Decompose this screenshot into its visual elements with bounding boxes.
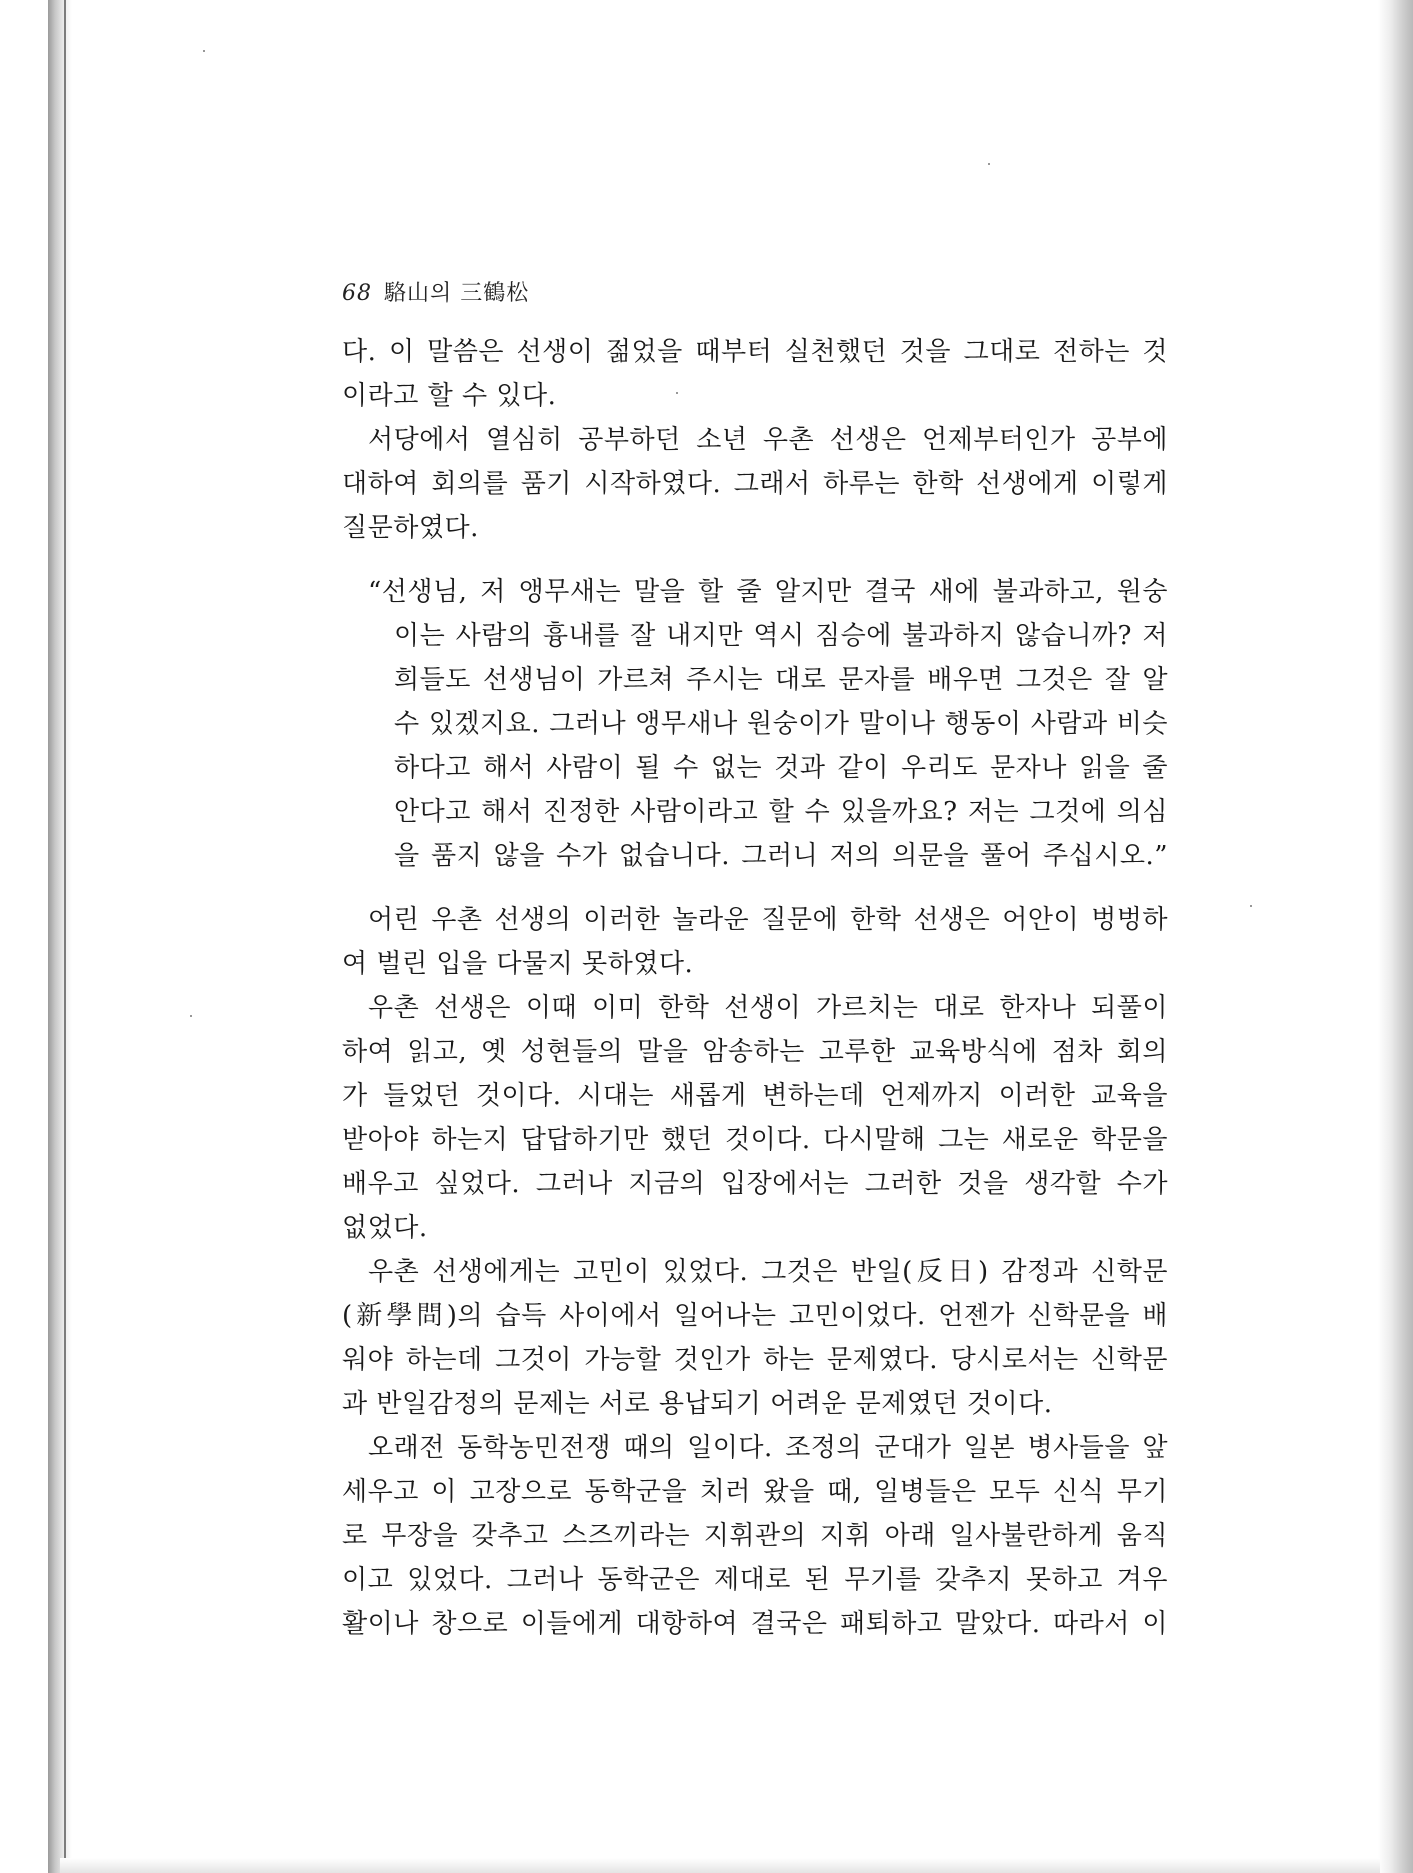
paragraph (342, 418, 1168, 550)
paragraph (342, 330, 1168, 418)
scan-speck (190, 1015, 192, 1017)
text-line: 여 벌린 입을 다물지 못하였다. (342, 949, 694, 979)
text-line: 우촌 선생은 이때 이미 한학 선생이 가르치는 대로 한자나 되풀이 (368, 993, 1168, 1023)
text-line: 오래전 동학농민전쟁 때의 일이다. 조정의 군대가 일본 병사들을 앞 (368, 1433, 1168, 1463)
scan-speck (203, 50, 205, 52)
text-line: 가 들었던 것이다. 시대는 새롭게 변하는데 언제까지 이러한 교육을 (342, 1081, 1168, 1111)
text-line: 질문하였다. (342, 513, 479, 543)
text-line: 다. 이 말씀은 선생이 젊었을 때부터 실천했던 것을 그대로 전하는 것 (342, 337, 1168, 367)
text-line: 로 무장을 갖추고 스즈끼라는 지휘관의 지휘 아래 일사불란하게 움직 (342, 1521, 1168, 1551)
text-line: 과 반일감정의 문제는 서로 용납되기 어려운 문제였던 것이다. (342, 1389, 1053, 1419)
text-line: 어린 우촌 선생의 이러한 놀라운 질문에 한학 선생은 어안이 벙벙하 (368, 905, 1168, 935)
text-line: 배우고 싶었다. 그러나 지금의 입장에서는 그러한 것을 생각할 수가 (342, 1169, 1168, 1199)
scan-speck (1250, 905, 1252, 907)
page-left-shadow (48, 0, 72, 1873)
scan-speck (988, 163, 990, 165)
page-left-edge (64, 0, 66, 1873)
text-line: 대하여 회의를 품기 시작하였다. 그래서 하루는 한학 선생에게 이렇게 (342, 469, 1168, 499)
block-quote (342, 570, 1168, 878)
quote-line: 안다고 해서 진정한 사람이라고 할 수 있을까요? 저는 그것에 의심 (394, 797, 1168, 827)
paragraph (342, 1250, 1168, 1426)
text-line: 서당에서 열심히 공부하던 소년 우촌 선생은 언제부터인가 공부에 (368, 425, 1168, 455)
page-bottom-shadow (60, 1858, 1380, 1873)
text-line: 이고 있었다. 그러나 동학군은 제대로 된 무기를 갖추지 못하고 겨우 (342, 1565, 1168, 1595)
quote-line: 하다고 해서 사람이 될 수 없는 것과 같이 우리도 문자나 읽을 줄 (394, 753, 1168, 783)
text-line: 워야 하는데 그것이 가능할 것인가 하는 문제였다. 당시로서는 신학문 (342, 1345, 1168, 1375)
page-number: 68 (342, 281, 372, 306)
running-head (342, 276, 529, 307)
text-line: 세우고 이 고장으로 동학군을 치러 왔을 때, 일병들은 모두 신식 무기 (342, 1477, 1168, 1507)
page-right-shadow (1378, 0, 1413, 1873)
text-line: 우촌 선생에게는 고민이 있었다. 그것은 반일(反日) 감정과 신학문 (368, 1257, 1168, 1287)
paragraph (342, 1426, 1168, 1646)
quote-line: 수 있겠지요. 그러나 앵무새나 원숭이가 말이나 행동이 사람과 비슷 (394, 709, 1168, 739)
body-text (342, 330, 1168, 1646)
text-line: 활이나 창으로 이들에게 대항하여 결국은 패퇴하고 말았다. 따라서 이 (342, 1609, 1168, 1639)
quote-line: 을 품지 않을 수가 없습니다. 그러니 저의 의문을 풀어 주십시오.” (394, 841, 1168, 871)
text-line: 받아야 하는지 답답하기만 했던 것이다. 다시말해 그는 새로운 학문을 (342, 1125, 1168, 1155)
quote-line: 이는 사람의 흉내를 잘 내지만 역시 짐승에 불과하지 않습니까? 저 (394, 621, 1168, 651)
running-title: 駱山의 三鶴松 (384, 281, 530, 306)
paragraph (342, 898, 1168, 986)
quote-line: 희들도 선생님이 가르쳐 주시는 대로 문자를 배우면 그것은 잘 알 (394, 665, 1168, 695)
text-line: 없었다. (342, 1213, 428, 1243)
text-line: 이라고 할 수 있다. (342, 381, 557, 411)
paragraph (342, 986, 1168, 1250)
text-line: 하여 읽고, 옛 성현들의 말을 암송하는 고루한 교육방식에 점차 회의 (342, 1037, 1168, 1067)
text-line: (新學問)의 습득 사이에서 일어나는 고민이었다. 언젠가 신학문을 배 (342, 1301, 1168, 1331)
quote-line: “선생님, 저 앵무새는 말을 할 줄 알지만 결국 새에 불과하고, 원숭 (368, 577, 1168, 607)
